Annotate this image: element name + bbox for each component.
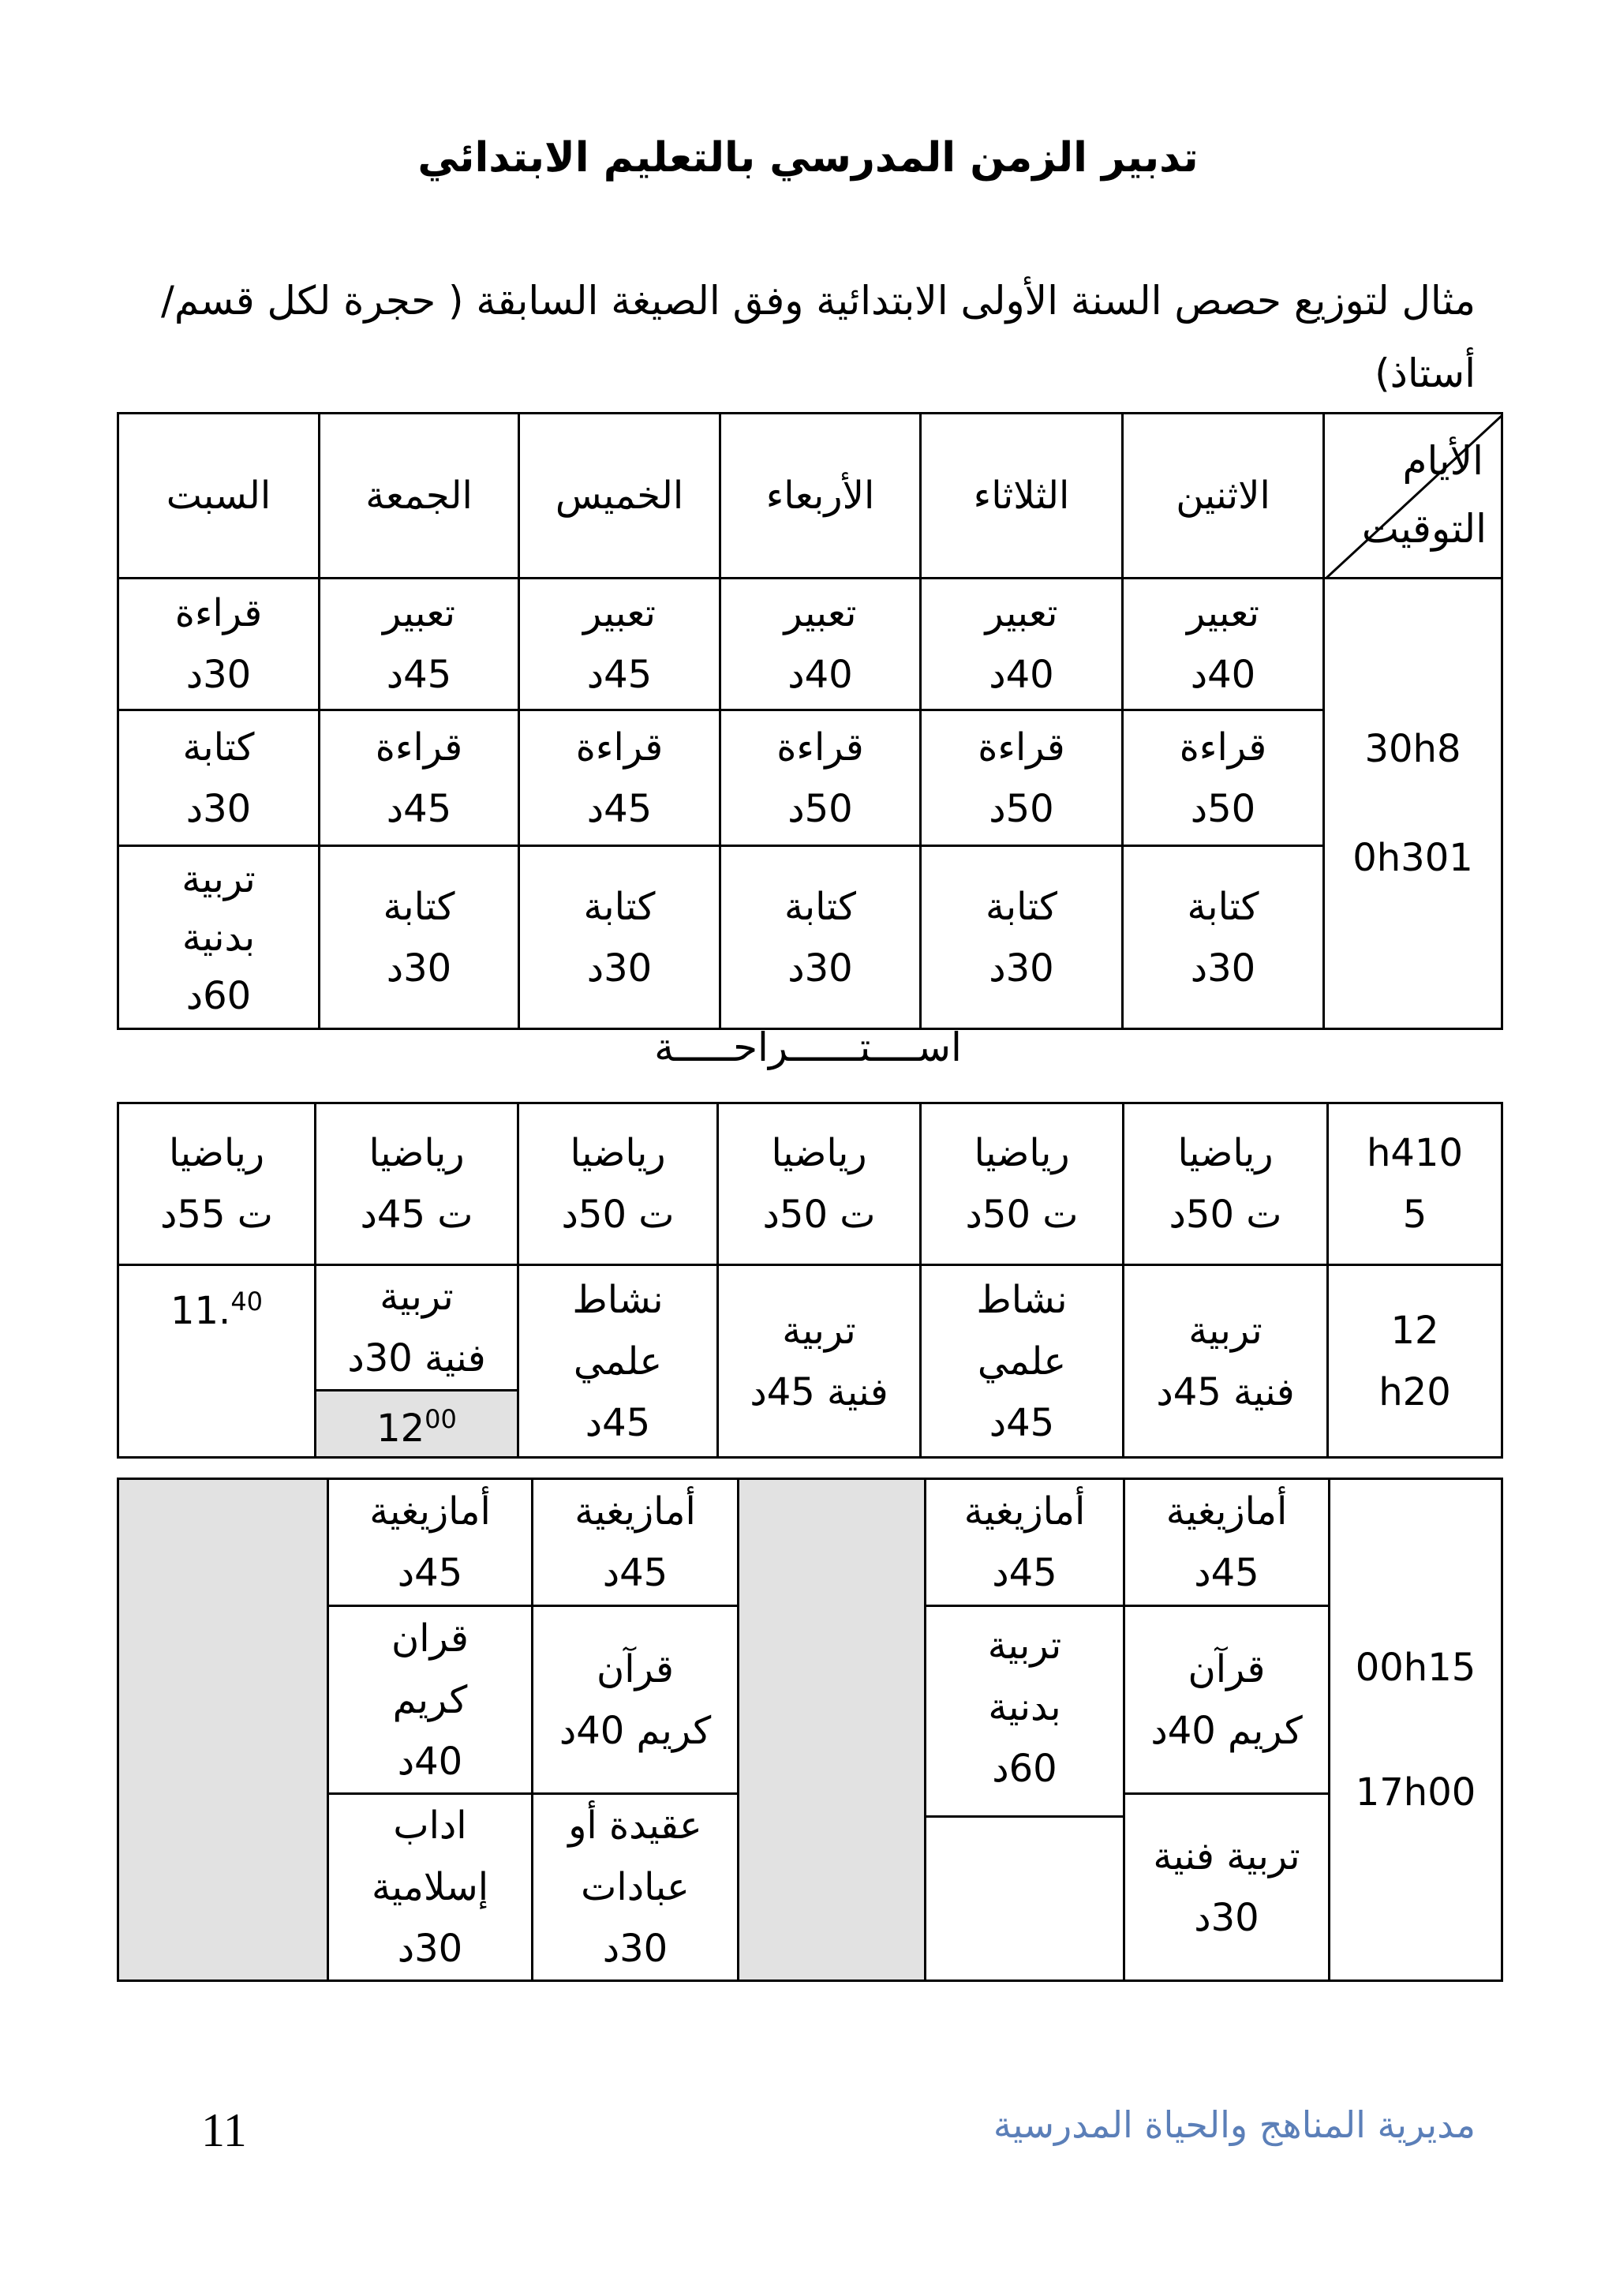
break-label: اســــتــــــراحـــــة bbox=[654, 1024, 962, 1070]
lesson-duration: 30د bbox=[185, 786, 252, 831]
lesson-subject: كتابة bbox=[985, 884, 1058, 929]
lesson-cell bbox=[118, 1103, 316, 1265]
lesson-subject: كتابة bbox=[784, 884, 857, 929]
saturday-end-time bbox=[118, 1265, 316, 1458]
lesson-duration: 40د bbox=[989, 653, 1054, 697]
lesson-cell bbox=[519, 710, 720, 846]
lesson-cell bbox=[320, 579, 519, 710]
lesson-cell bbox=[926, 1606, 1124, 1981]
lesson-subject: أمازيغية bbox=[574, 1489, 696, 1534]
time-cell-afternoon bbox=[1330, 1479, 1502, 1981]
time-a-line1: h410 bbox=[1366, 1131, 1464, 1175]
schedule-table-late-morning bbox=[117, 1102, 1503, 1459]
lesson-cell bbox=[533, 1479, 739, 1606]
lesson-cell bbox=[1124, 1606, 1330, 1794]
lesson-duration: 45د bbox=[586, 653, 653, 697]
lesson-subject-cont: كريم bbox=[392, 1677, 468, 1722]
lesson-duration: 40د bbox=[1190, 653, 1256, 697]
lesson-duration: ت 50د bbox=[561, 1193, 675, 1237]
lesson-cell bbox=[518, 1265, 718, 1458]
day-header-saturday: السبت bbox=[118, 414, 320, 579]
time-end: 0h301 bbox=[1352, 836, 1473, 880]
lesson-subject: رياضيا bbox=[570, 1131, 666, 1175]
corner-header-cell bbox=[1324, 414, 1502, 579]
lesson-cell bbox=[519, 579, 720, 710]
lesson-duration: 45د bbox=[586, 786, 653, 831]
lesson-subject: قراءة bbox=[375, 725, 463, 770]
lesson-subject: قرآن bbox=[596, 1646, 674, 1691]
lesson-cell bbox=[316, 1265, 518, 1391]
lesson-subject: قرآن bbox=[1188, 1646, 1266, 1691]
lesson-duration: 45د bbox=[386, 653, 452, 697]
lesson-subject-cont: عبادات bbox=[581, 1865, 690, 1909]
day-header-monday: الاثنين bbox=[1123, 414, 1324, 579]
lesson-cell bbox=[1124, 1794, 1330, 1981]
lesson-duration: كريم 40د bbox=[559, 1708, 712, 1753]
lesson-duration: 30د bbox=[185, 653, 252, 697]
lesson-subject: قراءة bbox=[1179, 725, 1267, 770]
lesson-cell bbox=[718, 1265, 921, 1458]
day-header-friday: الجمعة bbox=[320, 414, 519, 579]
lesson-duration: 45د bbox=[386, 786, 452, 831]
lesson-cell bbox=[1124, 1479, 1330, 1606]
lesson-duration: 45د bbox=[992, 1551, 1057, 1595]
lesson-cell bbox=[118, 579, 320, 710]
lesson-subject-cont: علمي bbox=[573, 1339, 663, 1384]
time-cell-a bbox=[1328, 1103, 1502, 1265]
end-time-base: 11. bbox=[170, 1289, 231, 1333]
lesson-cell bbox=[921, 846, 1123, 1029]
lesson-cell bbox=[720, 846, 921, 1029]
lesson-cell bbox=[921, 1103, 1124, 1265]
lesson-subject-cont: بدنية bbox=[988, 1685, 1061, 1729]
lesson-duration: 45د bbox=[585, 1400, 651, 1445]
lesson-duration: 40د bbox=[787, 653, 853, 697]
lesson-subject: رياضيا bbox=[368, 1131, 465, 1175]
lesson-cell bbox=[533, 1606, 739, 1794]
lesson-subject: تربية bbox=[987, 1624, 1062, 1668]
lesson-cell bbox=[118, 846, 320, 1029]
lesson-subject: تعبير bbox=[784, 591, 857, 635]
lesson-duration: 30د bbox=[787, 946, 853, 991]
day-header-thursday: الخميس bbox=[519, 414, 720, 579]
lesson-subject-cont: بدنية bbox=[181, 915, 256, 960]
lesson-cell bbox=[533, 1794, 739, 1981]
lesson-subject: تربية bbox=[380, 1275, 454, 1319]
lesson-subject: عقيدة أو bbox=[568, 1803, 702, 1848]
lesson-cell bbox=[519, 846, 720, 1029]
lesson-cell bbox=[1124, 1103, 1328, 1265]
lesson-duration: فنية 45د bbox=[1156, 1369, 1295, 1414]
lesson-subject: كتابة bbox=[583, 884, 656, 929]
page-title: تدبير الزمن المدرسي بالتعليم الابتدائي bbox=[417, 134, 1199, 182]
cell-divider bbox=[926, 1815, 1123, 1818]
lesson-subject: قراءة bbox=[776, 725, 864, 770]
lesson-duration: ت 50د bbox=[965, 1193, 1079, 1237]
lesson-subject: كتابة bbox=[383, 884, 455, 929]
end-time-sup: 00 bbox=[425, 1404, 457, 1434]
lesson-cell bbox=[320, 710, 519, 846]
day-header-wednesday: الأربعاء bbox=[720, 414, 921, 579]
time-cell-morning bbox=[1324, 579, 1502, 1029]
lesson-duration: 50د bbox=[787, 786, 853, 831]
day-header-tuesday: الثلاثاء bbox=[921, 414, 1123, 579]
lesson-cell bbox=[518, 1103, 718, 1265]
lesson-duration: 30د bbox=[1190, 946, 1256, 991]
lesson-cell bbox=[118, 710, 320, 846]
lesson-cell bbox=[328, 1479, 533, 1606]
lesson-duration: ت 50د bbox=[1169, 1193, 1282, 1237]
lesson-duration: 50د bbox=[1190, 786, 1256, 831]
lesson-duration: كريم 40د bbox=[1150, 1708, 1303, 1753]
lesson-subject: قراءة bbox=[575, 725, 664, 770]
lesson-subject: تعبير bbox=[583, 591, 656, 635]
lesson-subject: رياضيا bbox=[771, 1131, 867, 1175]
lesson-subject: قراءة bbox=[978, 725, 1065, 770]
days-label: الأيام bbox=[1402, 438, 1483, 484]
lesson-duration: 50د bbox=[989, 786, 1054, 831]
lesson-cell bbox=[328, 1794, 533, 1981]
lesson-subject-cont: علمي bbox=[977, 1339, 1067, 1384]
empty-cell-wednesday bbox=[739, 1479, 926, 1981]
lesson-cell bbox=[921, 710, 1123, 846]
lesson-subject: تربية bbox=[1188, 1308, 1262, 1353]
time-b-line2: h20 bbox=[1378, 1369, 1451, 1414]
lesson-cell bbox=[1123, 710, 1324, 846]
intro-paragraph: مثال لتوزيع حصص السنة الأولى الابتدائية وفق الصيغة السابقة ( حجرة لكل قسم/أستاذ) bbox=[161, 278, 1476, 396]
lesson-duration: 30د bbox=[586, 946, 653, 991]
lesson-subject: نشاط bbox=[572, 1277, 664, 1322]
lesson-duration: 45د bbox=[1194, 1551, 1259, 1595]
empty-cell-saturday bbox=[118, 1479, 328, 1981]
lesson-subject: تربية فنية bbox=[1153, 1834, 1300, 1878]
lesson-cell bbox=[320, 846, 519, 1029]
lesson-subject: رياضيا bbox=[1177, 1131, 1274, 1175]
lesson-subject: قران bbox=[391, 1616, 469, 1661]
lesson-subject: تعبير bbox=[383, 591, 455, 635]
lesson-subject: رياضيا bbox=[974, 1131, 1070, 1175]
lesson-duration: 40د bbox=[397, 1739, 463, 1784]
lesson-subject-cont: إسلامية bbox=[371, 1865, 489, 1909]
lesson-duration: فنية 45د bbox=[750, 1369, 888, 1414]
time-a-line2: 5 bbox=[1402, 1193, 1427, 1237]
friday-end-time bbox=[316, 1391, 518, 1458]
lesson-duration: 45د bbox=[989, 1400, 1055, 1445]
end-time-base: 12 bbox=[376, 1406, 425, 1451]
schedule-table-morning bbox=[117, 412, 1503, 1030]
lesson-duration: 45د bbox=[397, 1551, 463, 1595]
time-end: 17h00 bbox=[1355, 1770, 1476, 1815]
lesson-duration: 30د bbox=[989, 946, 1054, 991]
time-b-line1: 12 bbox=[1390, 1308, 1439, 1353]
lesson-subject: أمازيغية bbox=[963, 1489, 1086, 1534]
lesson-subject: كتابة bbox=[1187, 884, 1259, 929]
lesson-subject: اداب bbox=[393, 1803, 467, 1848]
lesson-subject: قراءة bbox=[174, 591, 263, 635]
lesson-cell bbox=[926, 1479, 1124, 1606]
lesson-duration: 30د bbox=[386, 946, 452, 991]
lesson-duration: ت 50د bbox=[762, 1193, 876, 1237]
schedule-table-afternoon bbox=[117, 1478, 1503, 1982]
end-time-sup: 40 bbox=[230, 1287, 264, 1317]
footer-organization: مديرية المناهج والحياة المدرسية bbox=[993, 2103, 1476, 2146]
lesson-cell bbox=[921, 579, 1123, 710]
lesson-duration: 45د bbox=[602, 1551, 668, 1595]
lesson-duration: 60د bbox=[185, 973, 252, 1018]
lesson-subject: رياضيا bbox=[168, 1131, 265, 1175]
lesson-subject: تعبير bbox=[1187, 591, 1259, 635]
lesson-duration: 60د bbox=[992, 1747, 1057, 1791]
lesson-cell bbox=[1123, 846, 1324, 1029]
lesson-cell bbox=[328, 1606, 533, 1794]
lesson-duration: 30د bbox=[1194, 1896, 1259, 1940]
lesson-duration: ت 45د bbox=[360, 1193, 473, 1237]
time-label: التوقيت bbox=[1361, 506, 1487, 552]
lesson-subject: أمازيغية bbox=[369, 1489, 491, 1534]
lesson-subject: تربية bbox=[782, 1308, 856, 1353]
lesson-cell bbox=[720, 710, 921, 846]
lesson-cell bbox=[921, 1265, 1124, 1458]
time-start: 30h8 bbox=[1364, 727, 1461, 771]
lesson-cell bbox=[1124, 1265, 1328, 1458]
time-cell-b bbox=[1328, 1265, 1502, 1458]
lesson-subject: كتابة bbox=[182, 725, 255, 770]
time-start: 00h15 bbox=[1355, 1645, 1476, 1690]
lesson-subject: نشاط bbox=[976, 1277, 1068, 1322]
lesson-cell bbox=[1123, 579, 1324, 710]
lesson-duration: ت 55د bbox=[160, 1193, 273, 1237]
lesson-cell bbox=[316, 1103, 518, 1265]
lesson-subject: تعبير bbox=[985, 591, 1058, 635]
lesson-subject: أمازيغية bbox=[1165, 1489, 1288, 1534]
lesson-duration: فنية 30د bbox=[347, 1336, 486, 1380]
lesson-cell bbox=[718, 1103, 921, 1265]
lesson-subject: تربية bbox=[181, 856, 256, 901]
lesson-duration: 30د bbox=[602, 1927, 668, 1971]
page-number: 11 bbox=[201, 2104, 247, 2156]
lesson-cell bbox=[720, 579, 921, 710]
lesson-duration: 30د bbox=[397, 1927, 463, 1971]
